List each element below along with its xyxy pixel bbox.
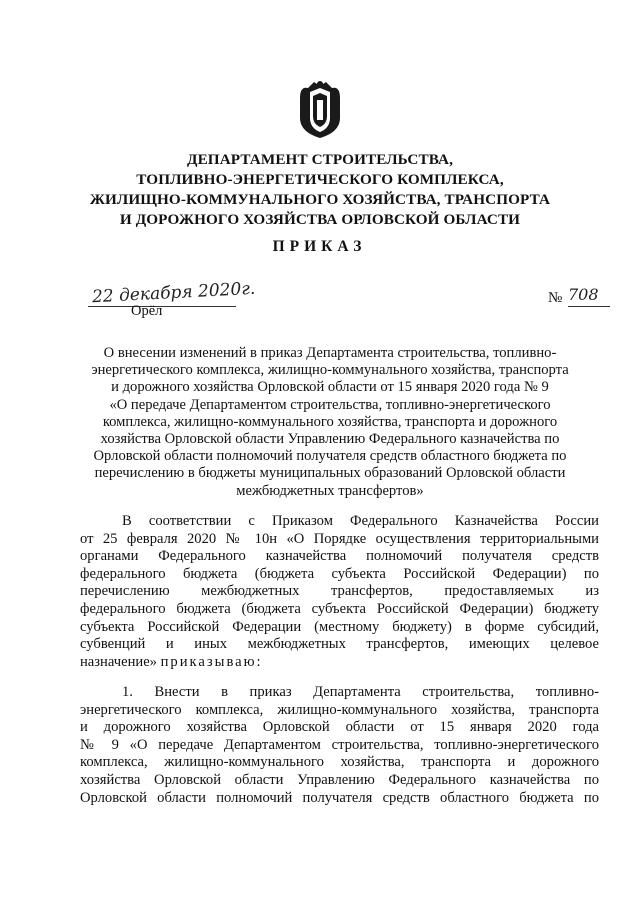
preamble-line: перечислению межбюджетных трансфертов, предоставляемых из <box>80 583 599 600</box>
department-line: И ДОРОЖНОГО ХОЗЯЙСТВА ОРЛОВСКОЙ ОБЛАСТИ <box>119 211 521 228</box>
item-1-paragraph <box>80 684 599 807</box>
item-1-line: 1. Внести в приказ Департамента строительства, топливно- <box>122 684 599 700</box>
subject-line: хозяйства Орловской области Управлению Федерального казначейства по <box>100 431 560 448</box>
preamble-line: от 25 февраля 2020 № 10н «О Порядке осуществления территориальными <box>80 530 599 547</box>
subject-line: Орловской области полномочий получателя средств областного бюджета по <box>93 448 567 465</box>
item-1-line: и дорожного хозяйства Орловской области от 15 января 2020 года <box>80 719 599 736</box>
preamble-line: федерального бюджета (бюджета субъекта Российской Федерации) бюджету <box>80 600 599 617</box>
subject-line: комплекса, жилищно-коммунального хозяйства, транспорта и дорожного <box>102 413 558 430</box>
preamble-line <box>80 654 599 672</box>
item-1-line: № 9 «О передаче Департаментом строительства, топливно-энергетического <box>80 736 599 753</box>
item-1-line: хозяйства Орловской области Управлению Федерального казначейства по <box>80 771 599 788</box>
subject-line: межбюджетных трансфертов» <box>236 482 424 499</box>
handwritten-date: 22 декабря 2020г. <box>91 278 256 308</box>
coat-of-arms-icon <box>296 78 344 140</box>
department-line: ЖИЛИЩНО-КОММУНАЛЬНОГО ХОЗЯЙСТВА, ТРАНСПОРТА <box>89 191 551 208</box>
document-type-title: ПРИКАЗ <box>272 238 367 255</box>
number-label: № <box>548 290 563 306</box>
item-1-line: энергетического комплекса, жилищно-коммунального хозяйства, транспорта <box>80 701 599 718</box>
department-line: ДЕПАРТАМЕНТ СТРОИТЕЛЬСТВА, <box>187 151 453 168</box>
preamble-line: субвенций и иных межбюджетных трансфертов, имеющих целевое <box>80 636 599 653</box>
department-line: ТОПЛИВНО-ЭНЕРГЕТИЧЕСКОГО КОМПЛЕКСА, <box>136 171 504 188</box>
preamble-line: органами Федерального казначейства полномочий получателя средств <box>80 548 599 565</box>
subject-line: «О передаче Департаментом строительства, топливно-энергетического <box>109 396 551 413</box>
preamble-paragraph <box>80 513 599 671</box>
subject-line: энергетического комплекса, жилищно-коммунального хозяйства, транспорта <box>91 362 569 379</box>
city-name: Орёл <box>131 303 163 319</box>
item-1-line: Орловской области полномочий получателя средств областного бюджета по <box>80 789 599 806</box>
subject-line: О внесении изменений в приказ Департамента строительства, топливно- <box>103 345 557 361</box>
order-word: приказываю: <box>160 653 263 670</box>
preamble-line: федерального бюджета (бюджета субъекта Российской Федерации) по <box>80 565 599 582</box>
department-name <box>40 150 600 230</box>
item-1-line: комплекса, жилищно-коммунального хозяйства, транспорта и дорожного <box>80 754 599 771</box>
handwritten-number: 708 <box>568 285 599 304</box>
order-subject <box>60 345 600 500</box>
preamble-last-text: назначение» <box>80 653 157 670</box>
preamble-line: субъекта Российской Федерации (местному бюджету) в форме субсидий, <box>80 618 599 635</box>
number-underline <box>568 306 610 307</box>
preamble-line: В соответствии с Приказом Федерального Казначейства России <box>122 513 599 529</box>
subject-line: и дорожного хозяйства Орловской области от 15 января 2020 года № 9 <box>111 379 549 396</box>
subject-line: перечислению в бюджеты муниципальных образований Орловской области <box>94 465 566 482</box>
